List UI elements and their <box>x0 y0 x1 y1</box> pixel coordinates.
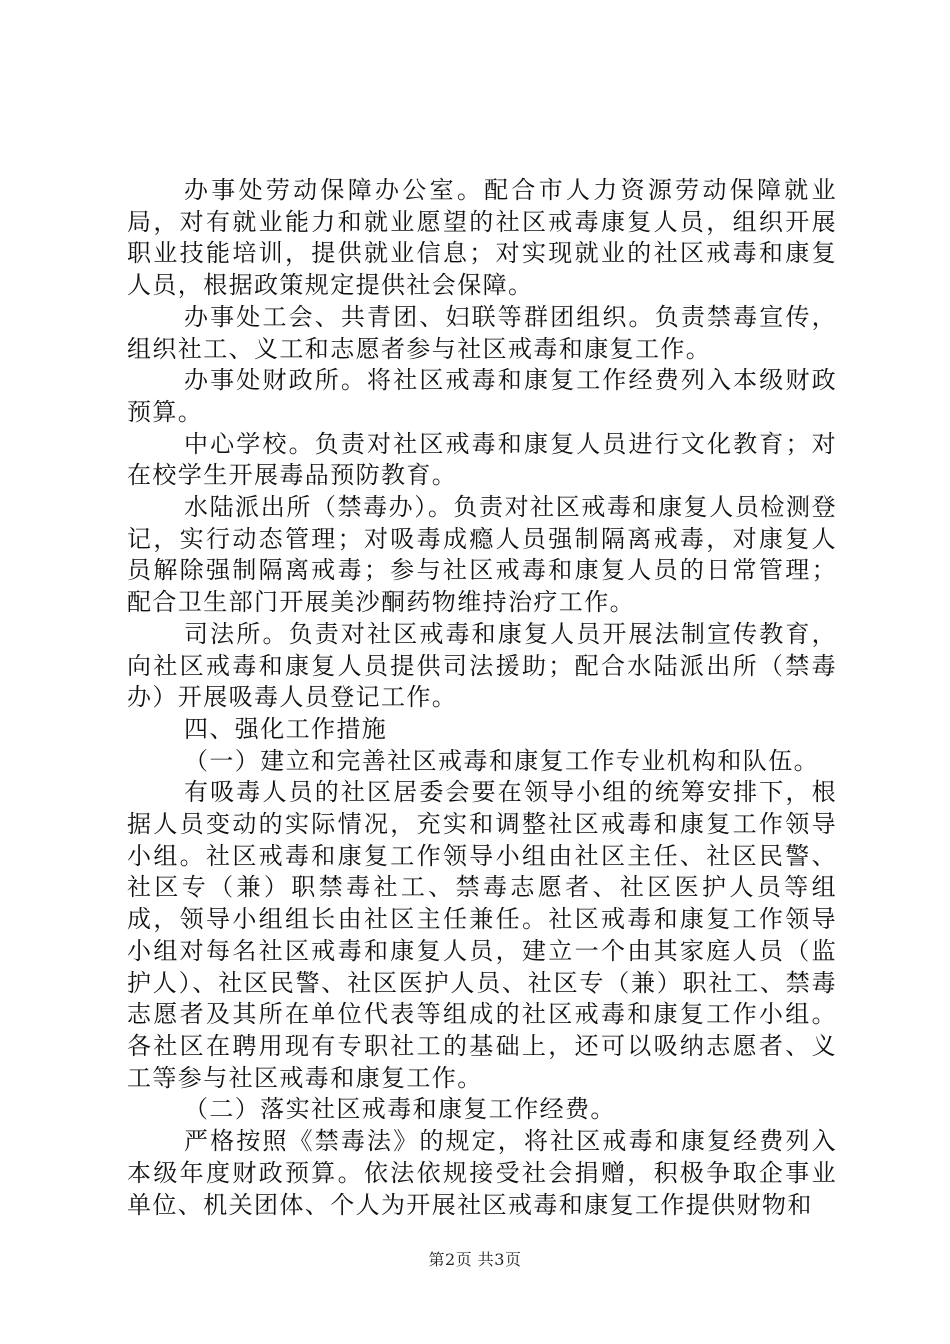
paragraph-judicial-office: 司法所。负责对社区戒毒和康复人员开展法制宣传教育，向社区戒毒和康复人员提供司法援助；配合水陆派出所（禁毒办）开展吸毒人员登记工作。 <box>127 619 837 712</box>
paragraph-finance-office: 办事处财政所。将社区戒毒和康复工作经费列入本级财政预算。 <box>127 366 837 426</box>
paragraph-working-groups: 有吸毒人员的社区居委会要在领导小组的统筹安排下，根据人员变动的实际情况，充实和调整社区戒毒和康复工作领导小组。社区戒毒和康复工作领导小组由社区主任、社区民警、社区专（兼）职禁毒社工、禁毒志愿者、社区医护人员等组成，领导小组组长由社区主任兼任。社区戒毒和康复工作领导小组对每名社区戒毒和康复人员，建立一个由其家庭人员（监护人）、社区民警、社区医护人员、社区专（兼）职社工、禁毒志愿者及其所在单位代表等组成的社区戒毒和康复工作小组。各社区在聘用现有专职社工的基础上，还可以吸纳志愿者、义工等参与社区戒毒和康复工作。 <box>127 778 837 1092</box>
paragraph-labor-office: 办事处劳动保障办公室。配合市人力资源劳动保障就业局，对有就业能力和就业愿望的社区戒毒康复人员，组织开展职业技能培训，提供就业信息；对实现就业的社区戒毒和康复人员，根据政策规定提供社会保障。 <box>127 176 837 300</box>
paragraph-funding: 严格按照《禁毒法》的规定，将社区戒毒和康复经费列入本级年度财政预算。依法依规接受社会捐赠，积极争取企事业单位、机关团体、个人为开展社区戒毒和康复工作提供财物和 <box>127 1127 837 1219</box>
subsection-heading-2: （二）落实社区戒毒和康复工作经费。 <box>184 1095 616 1124</box>
section-heading: 四、强化工作措施 <box>184 714 388 743</box>
paragraph-police-station: 水陆派出所（禁毒办）。负责对社区戒毒和康复人员检测登记，实行动态管理；对吸毒成瘾人员强制隔离戒毒，对康复人员解除强制隔离戒毒；参与社区戒毒和康复人员的日常管理；配合卫生部门开展美沙酮药物维持治疗工作。 <box>127 493 837 617</box>
page-number-footer: 第2页 共3页 <box>428 1250 522 1269</box>
paragraph-central-school: 中心学校。负责对社区戒毒和康复人员进行文化教育；对在校学生开展毒品预防教育。 <box>127 429 837 490</box>
paragraph-mass-organizations: 办事处工会、共青团、妇联等群团组织。负责禁毒宣传，组织社工、义工和志愿者参与社区戒毒和康复工作。 <box>127 302 837 363</box>
document-body <box>127 175 837 1221</box>
subsection-heading-1: （一）建立和完善社区戒毒和康复工作专业机构和队伍。 <box>184 746 819 775</box>
